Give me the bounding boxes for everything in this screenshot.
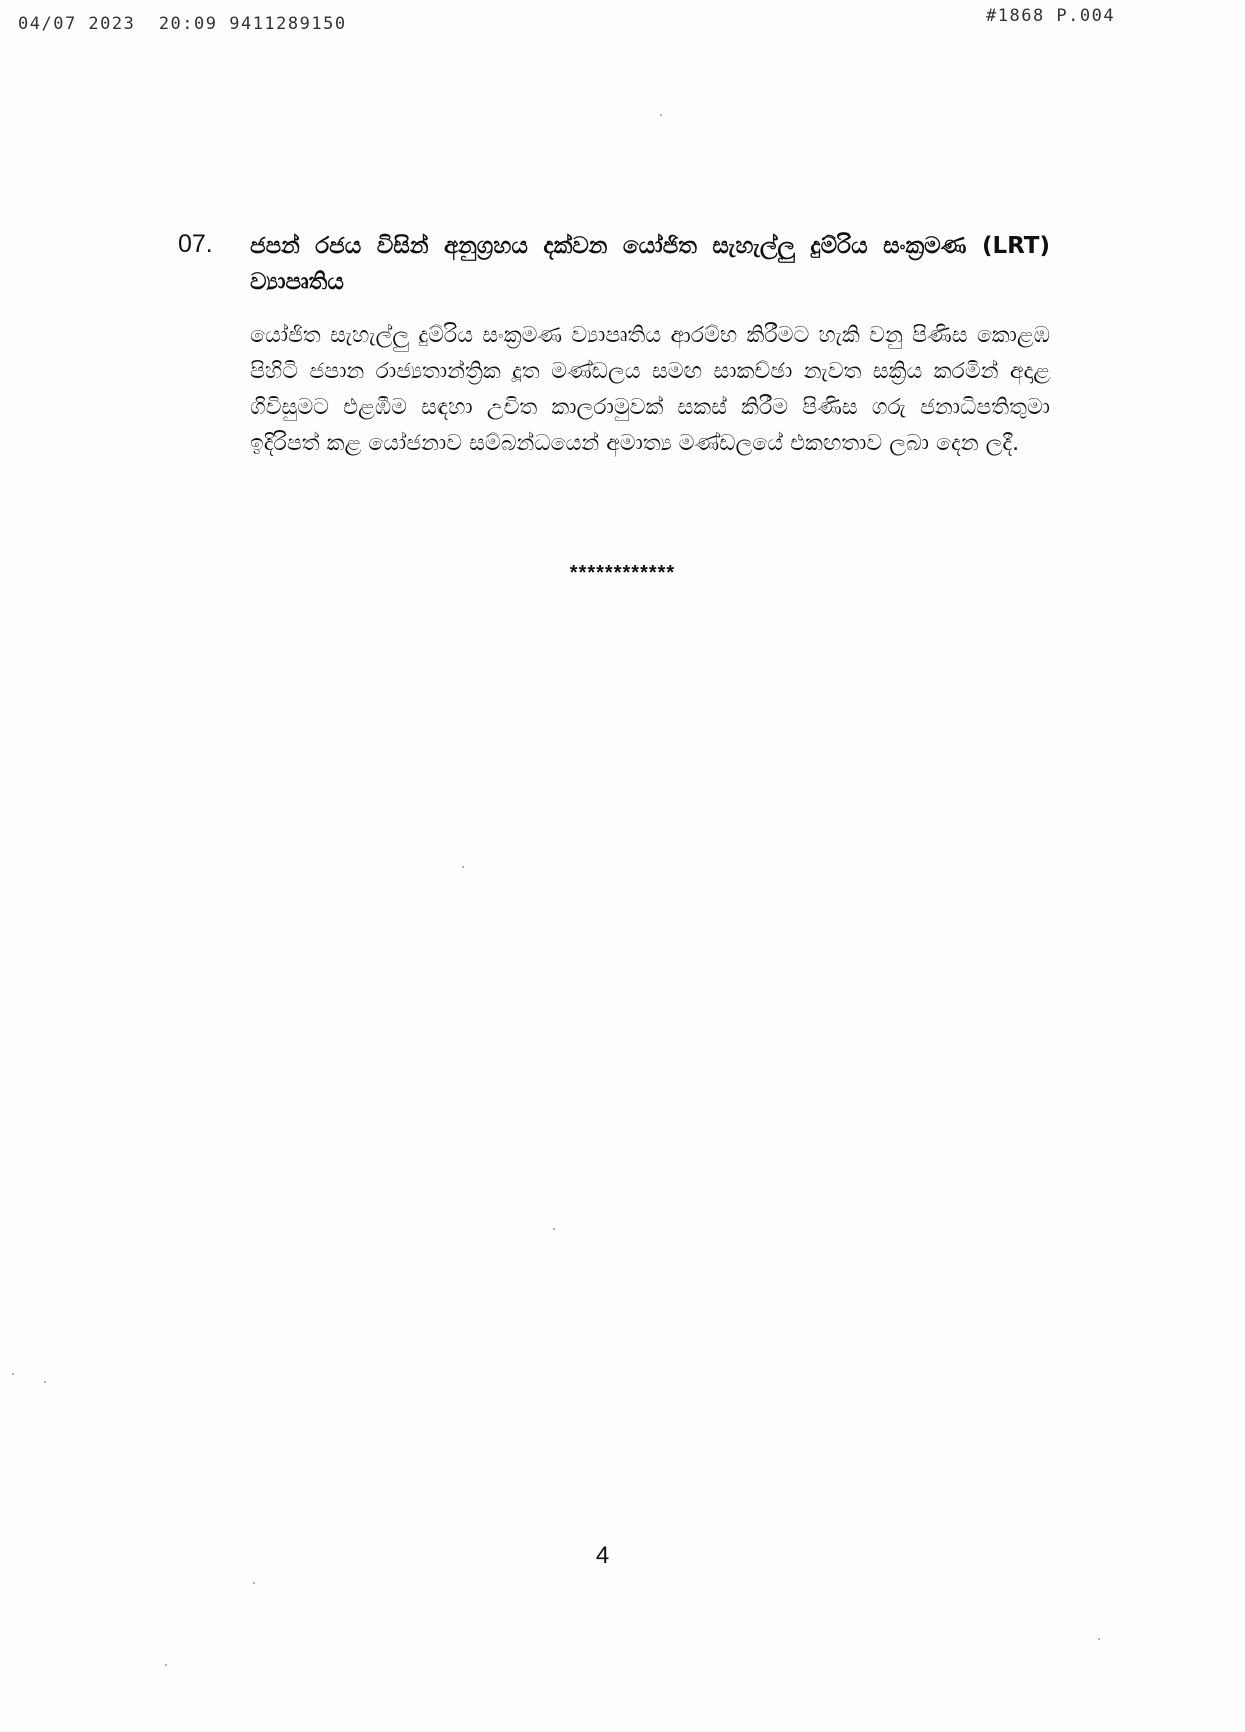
scan-speck: [44, 1381, 46, 1383]
scan-speck: [553, 1228, 555, 1230]
scan-speck: [253, 1582, 255, 1584]
fax-header-page-ref: #1868 P.004: [986, 6, 1116, 26]
scan-speck: [660, 114, 662, 116]
scan-speck: [165, 1664, 167, 1666]
section-body: යෝජිත සැහැල්ලු දුම්රිය සංක්‍රමණ ව්‍යාපෘතිය ආරම්භ කිරීමට හැකි වනු පිණිස කොළඹ පිහිටි ජපාන රාජ්‍යතාන්ත්‍රික දූත මණ්ඩලය සමඟ සාකච්ඡා නැවත සක්‍රිය කරමින් අදාළ ගිවිසුමට එළඹීම සඳහා උචිත කාලරාමුවක් සකස් කිරීම පිණිස ගරු ජනාධිපතිතුමා ඉදිරිපත් කළ යෝජනාව සම්බන්ධයෙන් අමාත්‍ය මණ්ඩලයේ එකඟතාව ලබා දෙන ලදී.: [250, 323, 1050, 456]
page-number: 4: [595, 1542, 610, 1569]
scan-speck: [462, 866, 464, 868]
asterisk-divider: ************: [569, 562, 676, 584]
scan-speck: [12, 1373, 14, 1375]
section-number: 07.: [178, 230, 213, 258]
scan-speck: [1098, 1638, 1100, 1640]
section-title: ජපන් රජය විසින් අනුග්‍රහය දක්වන යෝජිත සැහැල්ලු දුම්රිය සංක්‍රමණ (LRT) ව්‍යාපෘතිය: [250, 233, 1050, 295]
fax-header-timestamp: 04/07 2023 20:09 9411289150: [18, 14, 347, 34]
